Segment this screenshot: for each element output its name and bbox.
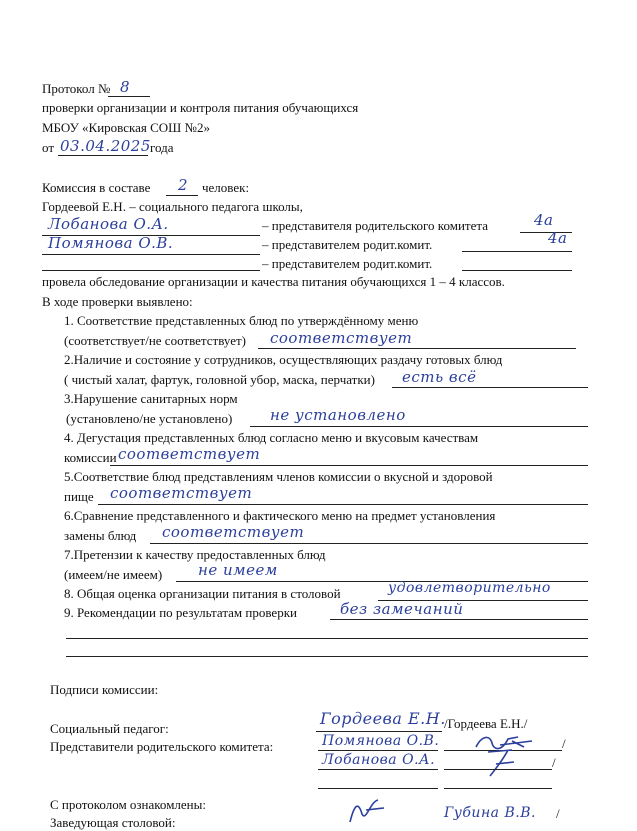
fill-line <box>318 750 438 751</box>
parents-label: Представители родительского комитета: <box>50 739 274 754</box>
item-1-answer: соответствует <box>270 329 413 347</box>
item-5-answer: соответствует <box>110 484 253 502</box>
blank-line <box>66 638 588 639</box>
found-text: В ходе проверки выявлено: <box>42 294 193 309</box>
fill-line <box>316 731 442 732</box>
item-4-sub: комиссии <box>64 450 117 465</box>
member2-class: 4а <box>548 229 568 247</box>
item-3-text: 3.Нарушение санитарных норм <box>64 391 238 406</box>
fill-line <box>330 619 588 620</box>
conducted-text: провела обследование организации и качества питания обучающихся 1 – 4 классов. <box>42 274 505 289</box>
fill-line <box>98 504 588 505</box>
commission-count: 2 <box>178 176 189 194</box>
blank-line <box>444 788 552 789</box>
blank-line <box>66 656 588 657</box>
social-pedagog-signature: Гордеева Е.Н. <box>320 709 446 728</box>
item-5-sub: пище <box>64 489 94 504</box>
item-8-answer: удовлетворительно <box>388 580 551 596</box>
member1-name: Лобанова О.А. <box>48 215 169 233</box>
item-4-text: 4. Дегустация представленных блюд согласно меню и вкусовым качествам <box>64 430 479 445</box>
item-7-text: 7.Претензии к качеству предоставленных блюд <box>64 547 326 562</box>
protocol-number: 8 <box>120 78 131 96</box>
fill-line <box>42 254 260 255</box>
parent-1-signature: Помянова О.В. <box>322 733 440 749</box>
protocol-label: Протокол № <box>42 81 111 96</box>
fill-line <box>166 195 198 196</box>
header-line-2: проверки организации и контроля питания обучающихся <box>42 100 359 115</box>
item-1-text: 1. Соответствие представленных блюд по утверждённому меню <box>64 313 419 328</box>
item-3-sub: (установлено/не установлено) <box>66 411 233 426</box>
commission-prefix: Комиссия в составе <box>42 180 151 195</box>
school-name: МБОУ «Кировская СОШ №2» <box>42 120 210 135</box>
date-value: 03.04.2025 <box>60 137 151 155</box>
item-7-sub: (имеем/не имеем) <box>64 567 163 582</box>
item-6-sub: замены блюд <box>64 528 137 543</box>
item-9-text: 9. Рекомендации по результатам проверки <box>64 605 297 620</box>
slash-mark: / <box>562 736 566 751</box>
item-7-answer: не имеем <box>198 561 278 579</box>
fill-line <box>42 270 260 271</box>
fill-line <box>250 426 588 427</box>
commission-suffix: человек: <box>202 180 250 195</box>
fill-line <box>392 387 588 388</box>
parent-2-signature: Лобанова О.А. <box>322 752 436 768</box>
canteen-head-scribble <box>344 796 388 825</box>
slash-mark: / <box>556 806 560 821</box>
acquainted-label: С протоколом ознакомлены: <box>50 797 206 812</box>
item-6-answer: соответствует <box>162 523 305 541</box>
fill-line <box>108 96 150 97</box>
canteen-head-signature: Губина В.В. <box>444 805 536 821</box>
fill-line <box>444 769 552 770</box>
signatures-heading: Подписи комиссии: <box>50 682 159 697</box>
slash-mark: / <box>552 755 556 770</box>
blank-line <box>318 788 438 789</box>
member1-class: 4а <box>534 211 554 229</box>
fill-line <box>58 155 148 156</box>
fill-line <box>150 543 588 544</box>
member2-role: – представителем родит.комит. <box>262 237 433 252</box>
member1-role: – представителя родительского комитета <box>262 218 488 233</box>
canteen-head-label: Заведующая столовой: <box>50 815 176 830</box>
social-pedagog-label: Социальный педагог: <box>50 721 169 736</box>
item-3-answer: не установлено <box>270 406 406 424</box>
item-2-text: 2.Наличие и состояние у сотрудников, осуществляющих раздачу готовых блюд <box>64 352 503 367</box>
item-4-answer: соответствует <box>118 445 261 463</box>
date-prefix: от <box>42 140 55 155</box>
fill-line <box>258 348 576 349</box>
item-9-answer: без замечаний <box>340 600 464 618</box>
item-5-text: 5.Соответствие блюд представлениям членов комиссии о вкусной и здоровой <box>64 469 493 484</box>
item-8-text: 8. Общая оценка организации питания в столовой <box>64 586 341 601</box>
item-2-answer: есть всё <box>402 368 477 386</box>
fill-line <box>318 769 438 770</box>
member2-name: Помянова О.В. <box>48 234 174 252</box>
item-1-sub: (соответствует/не соответствует) <box>64 333 246 348</box>
member3-role: – представителем родит.комит. <box>262 256 433 271</box>
commission-chair: Гордеевой Е.Н. – социального педагога школы, <box>42 199 303 214</box>
fill-line <box>462 270 572 271</box>
fill-line <box>110 465 588 466</box>
fill-line <box>462 251 572 252</box>
social-pedagog-printed: /Гордеева Е.Н./ <box>444 716 528 731</box>
item-2-sub: ( чистый халат, фартук, головной убор, маска, перчатки) <box>64 372 375 387</box>
parent-2-scribble <box>478 744 528 780</box>
date-suffix: года <box>150 140 174 155</box>
item-6-text: 6.Сравнение представленного и фактического меню на предмет установления <box>64 508 496 523</box>
